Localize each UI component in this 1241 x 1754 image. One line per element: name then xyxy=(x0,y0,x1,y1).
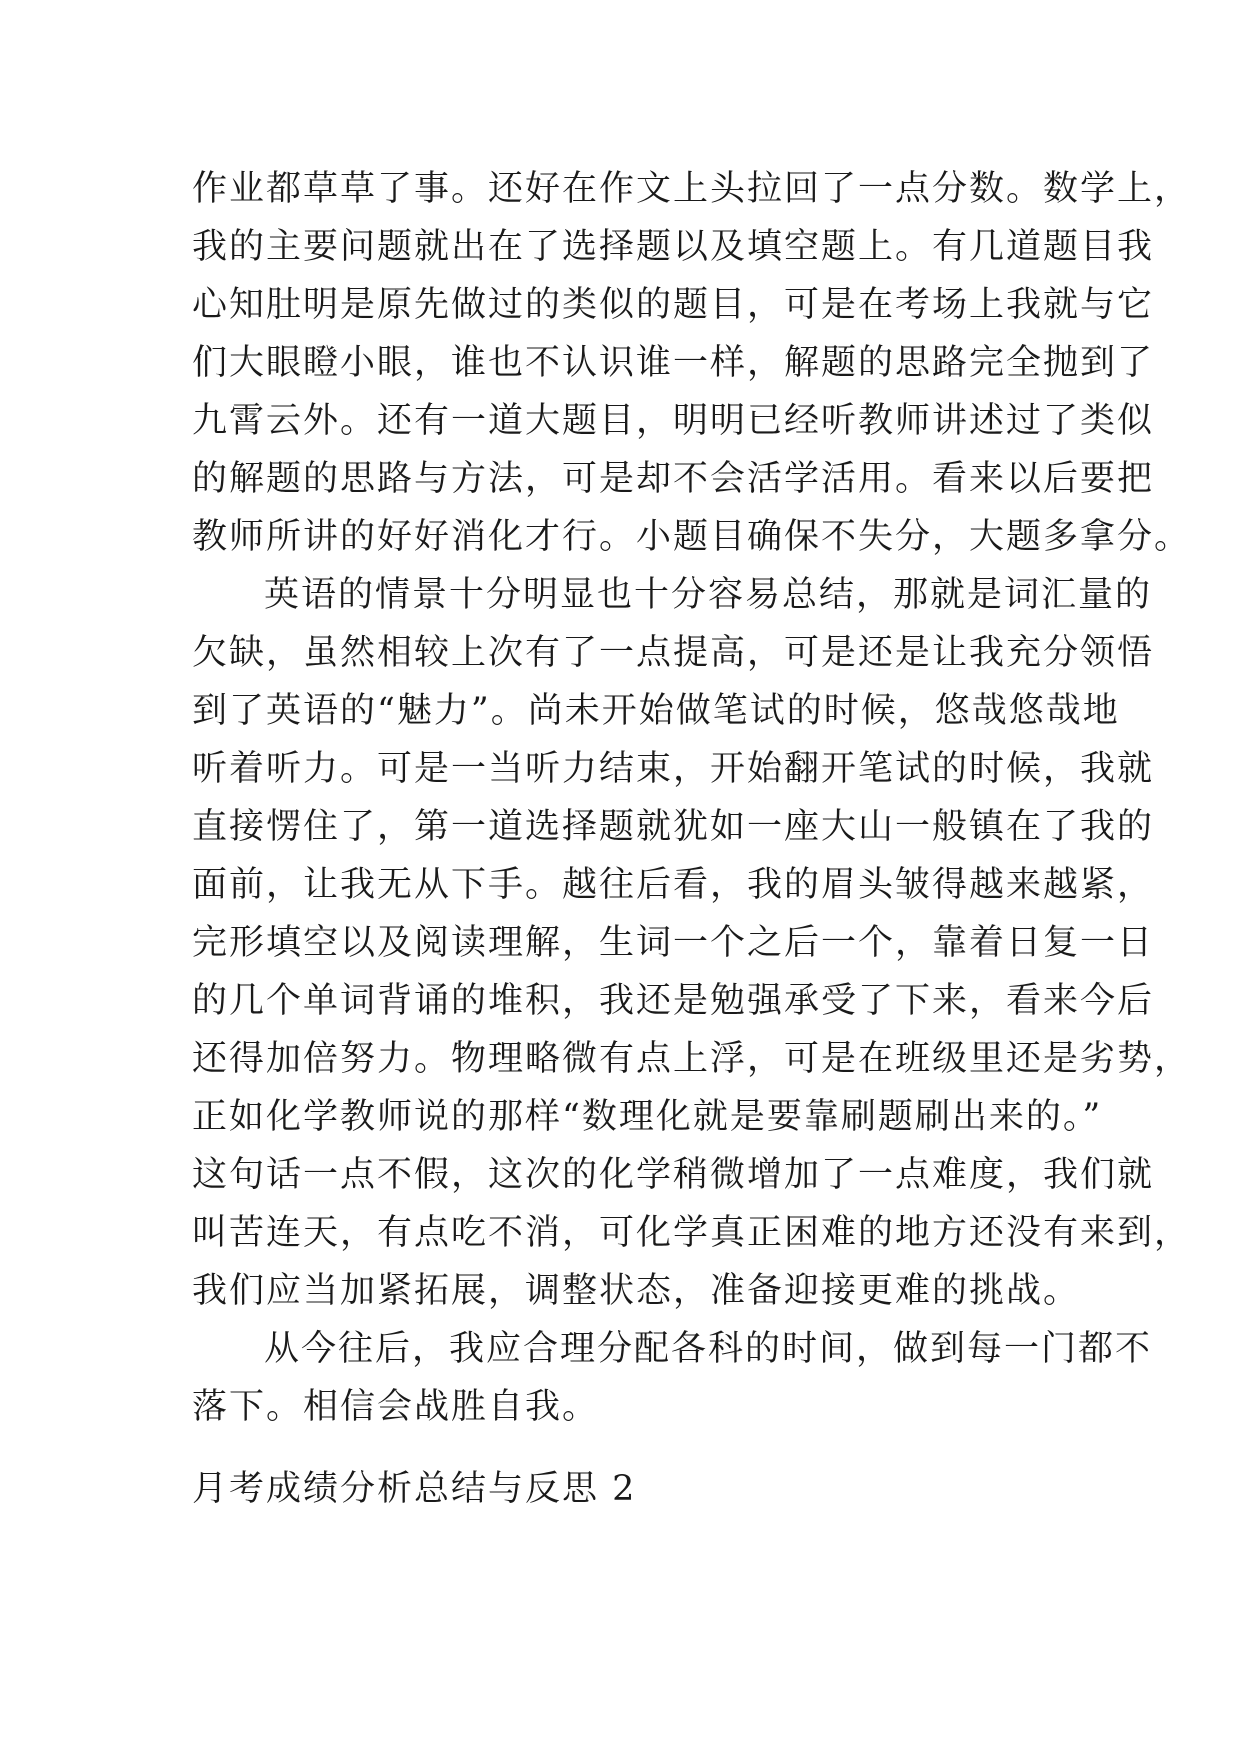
text-line: 完形填空以及阅读理解，生词一个之后一个，靠着日复一日 xyxy=(192,923,1155,963)
text-line: 从今往后，我应合理分配各科的时间，做到每一门都不 xyxy=(264,1329,1153,1369)
text-line: 正如化学教师说的那样“数理化就是要靠刷题刷出来的。” xyxy=(192,1097,1103,1137)
text-line: 还得加倍努力。物理略微有点上浮，可是在班级里还是劣势， xyxy=(192,1039,1192,1079)
text-line: 九霄云外。还有一道大题目，明明已经听教师讲述过了类似 xyxy=(192,401,1155,441)
text-line: 叫苦连天，有点吃不消，可化学真正困难的地方还没有来到， xyxy=(192,1213,1192,1253)
text-line: 的解题的思路与方法，可是却不会活学活用。看来以后要把 xyxy=(192,459,1155,499)
text-line: 我们应当加紧拓展，调整状态，准备迎接更难的挑战。 xyxy=(192,1271,1081,1311)
document-body xyxy=(192,160,1192,1436)
text-line: 我的主要问题就出在了选择题以及填空题上。有几道题目我 xyxy=(192,227,1155,267)
text-line: 这句话一点不假，这次的化学稍微增加了一点难度，我们就 xyxy=(192,1155,1155,1195)
text-line: 到了英语的“魅力”。尚未开始做笔试的时候，悠哉悠哉地 xyxy=(192,691,1120,731)
text-line: 听着听力。可是一当听力结束，开始翻开笔试的时候，我就 xyxy=(192,749,1155,789)
text-line: 心知肚明是原先做过的类似的题目，可是在考场上我就与它 xyxy=(192,285,1155,325)
text-line: 教师所讲的好好消化才行。小题目确保不失分，大题多拿分。 xyxy=(192,517,1192,557)
paragraph-2 xyxy=(192,566,1192,1320)
text-line: 们大眼瞪小眼，谁也不认识谁一样，解题的思路完全抛到了 xyxy=(192,343,1155,383)
text-line: 落下。相信会战胜自我。 xyxy=(192,1387,600,1427)
text-line: 英语的情景十分明显也十分容易总结，那就是词汇量的 xyxy=(264,575,1153,615)
text-line: 的几个单词背诵的堆积，我还是勉强承受了下来，看来今后 xyxy=(192,981,1155,1021)
section-heading: 月考成绩分析总结与反思 2 xyxy=(192,1469,637,1509)
text-line: 欠缺，虽然相较上次有了一点提高，可是还是让我充分领悟 xyxy=(192,633,1155,673)
paragraph-3 xyxy=(192,1320,1153,1436)
text-line: 作业都草草了事。还好在作文上头拉回了一点分数。数学上， xyxy=(192,169,1192,209)
paragraph-1 xyxy=(192,160,1192,566)
text-line: 面前，让我无从下手。越往后看，我的眉头皱得越来越紧， xyxy=(192,865,1155,905)
text-line: 直接愣住了，第一道选择题就犹如一座大山一般镇在了我的 xyxy=(192,807,1155,847)
